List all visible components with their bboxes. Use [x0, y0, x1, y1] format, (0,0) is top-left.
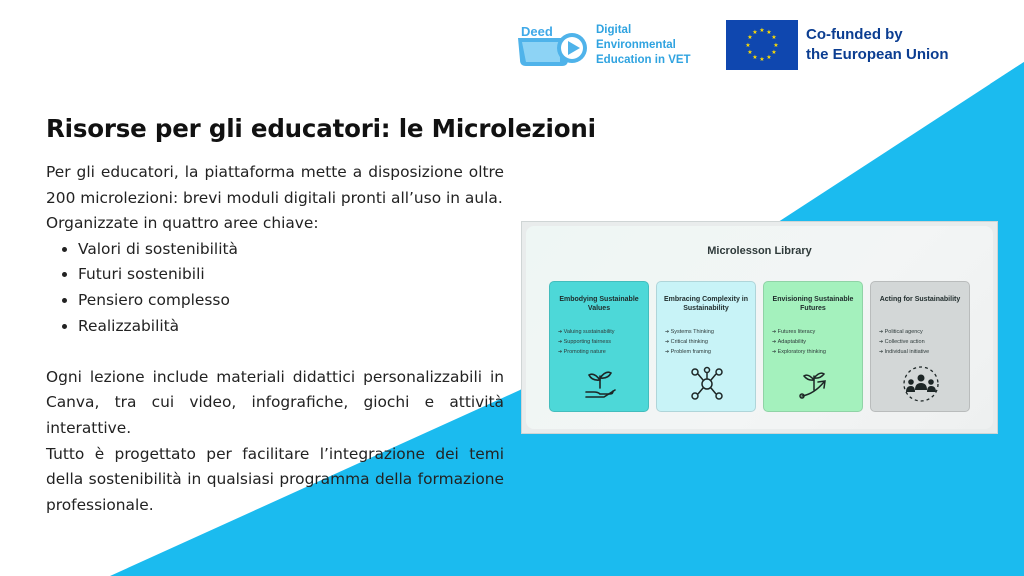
card-item: ➔ Adaptability	[772, 337, 826, 347]
plant-hand-icon	[580, 364, 620, 404]
card-item: ➔ Collective action	[879, 337, 929, 347]
svg-text:★: ★	[771, 34, 777, 41]
card-item: ➔ Systems Thinking	[665, 327, 714, 337]
card-item: ➔ Futures literacy	[772, 327, 826, 337]
eu-flag-icon	[726, 20, 798, 70]
slide-title: Risorse per gli educatori: le Microlezioni	[46, 114, 596, 143]
svg-text:★: ★	[759, 56, 765, 63]
card-values	[549, 281, 649, 412]
library-inner	[526, 226, 993, 429]
integration-paragraph: Tutto è progettato per facilitare l’integrazione dei temi della sostenibilità in qualsiasi programma della formazione professionale.	[46, 444, 504, 514]
card-item: ➔ Critical thinking	[665, 337, 714, 347]
card-item: ➔ Political agency	[879, 327, 929, 337]
svg-text:★: ★	[745, 42, 751, 49]
intro-paragraph: Per gli educatori, la piattaforma mette a disposizione oltre 200 microlezioni: brevi moduli digitali pronti all’uso in aula.	[46, 163, 504, 207]
card-items	[665, 327, 714, 357]
card-item: ➔ Supporting fairness	[558, 337, 615, 347]
card-item: ➔ Promoting nature	[558, 347, 615, 357]
area-item: • Valori di sostenibilità	[78, 237, 504, 263]
svg-text:★: ★	[766, 54, 772, 61]
library-title: Microlesson Library	[707, 245, 812, 257]
people-group-icon	[901, 364, 941, 404]
svg-text:★: ★	[773, 42, 779, 49]
card-title: Envisioning Sustainable Futures	[772, 296, 854, 312]
microlesson-library-image	[521, 221, 998, 434]
area-item: • Futuri sostenibili	[78, 262, 504, 288]
card-item: ➔ Exploratory thinking	[772, 347, 826, 357]
materials-paragraph: Ogni lezione include materiali didattici personalizzabili in Canva, tra cui video, infografiche, giochi e attività interattive.	[46, 367, 504, 437]
card-complexity	[656, 281, 756, 412]
svg-text:★: ★	[766, 29, 772, 36]
slide-body	[46, 160, 504, 518]
area-item: • Pensiero complesso	[78, 288, 504, 314]
card-item: ➔ Valuing sustainability	[558, 327, 615, 337]
deed-line-3: Education in VET	[596, 54, 691, 66]
card-items	[879, 327, 929, 357]
svg-text:★: ★	[747, 34, 753, 41]
card-futures	[763, 281, 863, 412]
eu-line-1: Co-funded by	[806, 26, 903, 43]
spacer	[46, 339, 504, 365]
sprout-arrow-icon	[794, 364, 834, 404]
svg-text:★: ★	[747, 49, 753, 56]
card-acting	[870, 281, 970, 412]
areas-intro: Organizzate in quattro aree chiave:	[46, 214, 319, 233]
network-icon	[687, 364, 727, 404]
deed-line-2: Environmental	[596, 39, 676, 51]
svg-text:★: ★	[752, 54, 758, 61]
svg-text:★: ★	[752, 29, 758, 36]
eu-line-2: the European Union	[806, 46, 949, 63]
card-item: ➔ Problem framing	[665, 347, 714, 357]
card-item: ➔ Individual initiative	[879, 347, 929, 357]
svg-text:★: ★	[771, 49, 777, 56]
deed-logo	[516, 20, 696, 72]
card-title: Embracing Complexity in Sustainability	[663, 296, 749, 312]
svg-text:★: ★	[759, 27, 765, 34]
deed-tagline	[596, 23, 691, 68]
areas-list	[46, 237, 504, 339]
area-item: • Realizzabilità	[78, 314, 504, 340]
card-items	[772, 327, 826, 357]
deed-line-1: Digital	[596, 24, 632, 36]
deed-word: Deed	[521, 24, 553, 39]
card-title: Embodying Sustainable Values	[559, 296, 639, 312]
card-title: Acting for Sustainability	[879, 296, 961, 303]
eu-cofunded-text	[806, 25, 949, 65]
card-items	[558, 327, 615, 357]
